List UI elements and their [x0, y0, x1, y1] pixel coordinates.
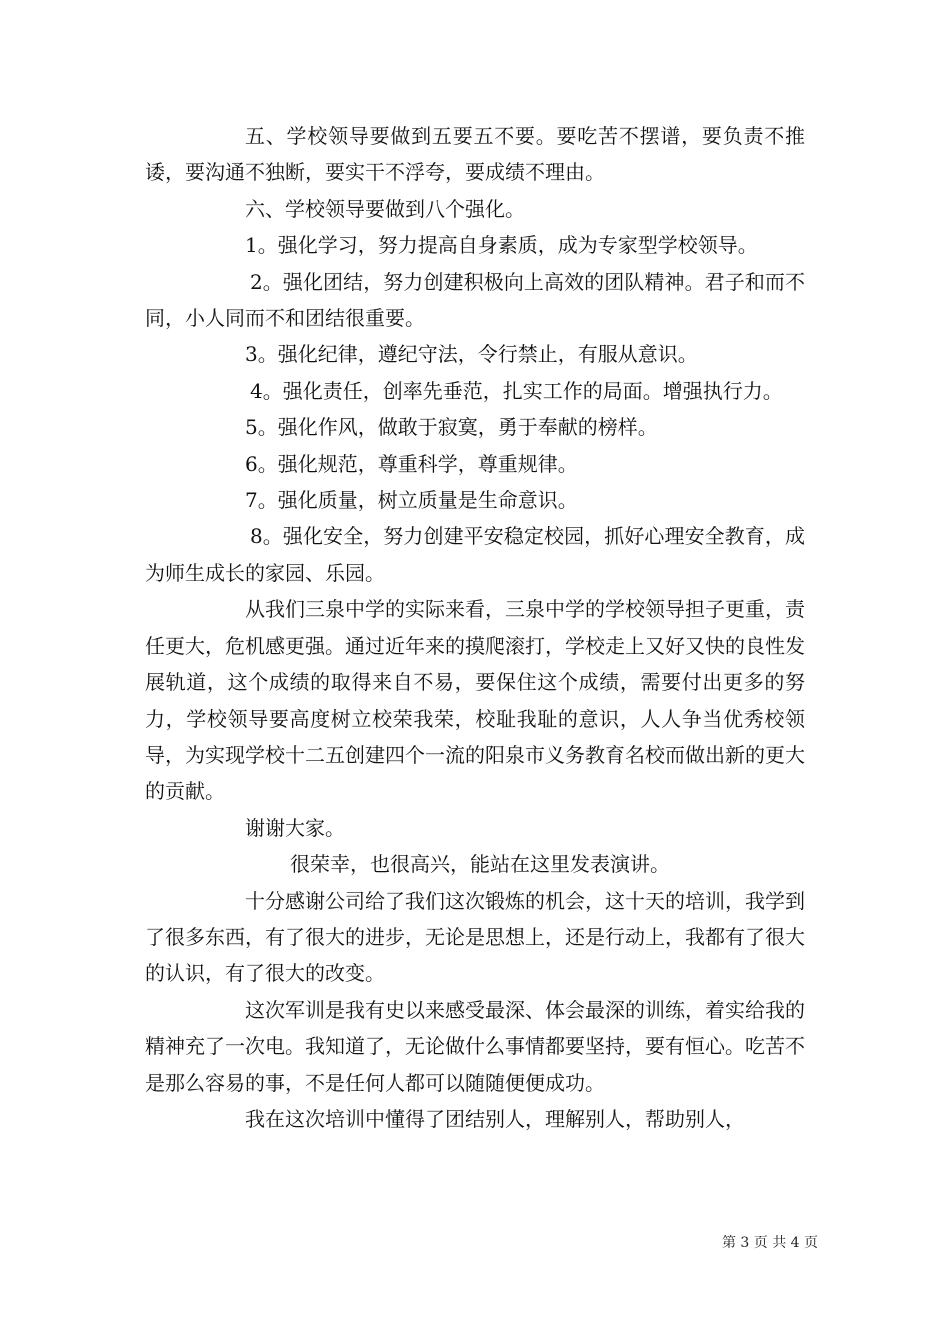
list-item-8: 8。强化安全，努力创建平安稳定校园，抓好心理安全教育，成为师生成长的家园、乐园。	[145, 524, 805, 585]
list-item-3: 3。强化纪律，遵纪守法，令行禁止，有服从意识。	[245, 342, 698, 367]
paragraph-thanks: 谢谢大家。	[245, 815, 345, 840]
list-item-1: 1。强化学习，努力提高自身素质，成为专家型学校领导。	[245, 233, 758, 258]
list-item-2: 2。强化团结，努力创建积极向上高效的团队精神。君子和而不同，小人同而不和团结很重要。	[145, 269, 805, 331]
page-number-footer: 第 3 页 共 4 页	[721, 1235, 819, 1251]
list-item-6: 6。强化规范，尊重科学，尊重规律。	[245, 451, 578, 476]
paragraph-sanquan: 从我们三泉中学的实际来看，三泉中学的学校领导担子更重，责任更大，危机感更强。通过近年来的摸爬滚打，学校走上又好又快的良性发展轨道，这个成绩的取得来自不易，要保住这个成绩，需要付出更多的努力，学校领导要高度树立校荣我荣，校耻我耻的意识，人人争当优秀校领导，为实现学校十二五创建四个一流的阳泉市义务教育名校而做出新的更大的贡献。	[145, 597, 805, 804]
paragraph-teamwork: 我在这次培训中懂得了团结别人，理解别人，帮助别人，	[245, 1106, 745, 1131]
document-body	[145, 118, 805, 1137]
paragraph-eight-strengthen: 六、学校领导要做到八个强化。	[245, 196, 525, 221]
list-item-7: 7。强化质量，树立质量是生命意识。	[245, 488, 578, 513]
paragraph-honored: 很荣幸，也很高兴，能站在这里发表演讲。	[290, 852, 670, 877]
list-item-5: 5。强化作风，做敢于寂寞，勇于奉献的榜样。	[245, 415, 658, 440]
paragraph-military-training: 这次军训是我有史以来感受最深、体会最深的训练，着实给我的精神充了一次电。我知道了，无论做什么事情都要坚持，要有恒心。吃苦不是那么容易的事，不是任何人都可以随随便便成功。	[145, 997, 805, 1095]
paragraph-training: 十分感谢公司给了我们这次锻炼的机会，这十天的培训，我学到了很多东西，有了很大的进步，无论是思想上，还是行动上，我都有了很大的认识，有了很大的改变。	[145, 888, 805, 986]
list-item-4: 4。强化责任，创率先垂范，扎实工作的局面。增强执行力。	[250, 378, 783, 403]
paragraph-five-musts: 五、学校领导要做到五要五不要。要吃苦不摆谱，要负责不推诿，要沟通不独断，要实干不浮夸，要成绩不理由。	[145, 124, 805, 185]
